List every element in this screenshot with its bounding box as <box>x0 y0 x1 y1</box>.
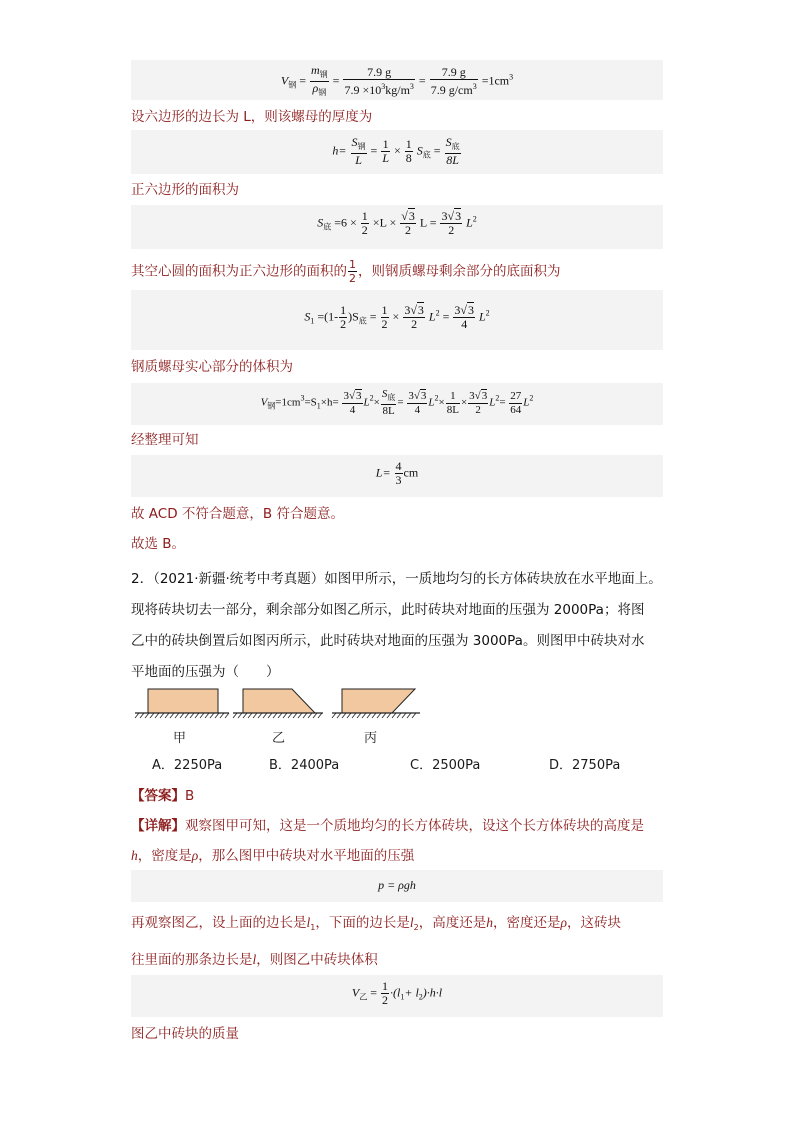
hatch-mark <box>273 713 277 718</box>
option-value: 2250Pa <box>173 758 223 773</box>
eq-symbol: S <box>445 135 452 149</box>
fraction <box>381 980 389 1007</box>
eq-den: 7.9 ×10 <box>344 83 382 97</box>
eq-op: =S <box>304 396 317 409</box>
math-symbol: l <box>409 915 414 930</box>
eq-radicand: 3 <box>420 389 427 402</box>
eq-symbol: L= <box>375 465 391 480</box>
hatch-mark <box>342 713 346 718</box>
eq-symbol: S <box>304 309 311 324</box>
answer-tag: 【答案】 <box>131 788 185 804</box>
hatch-mark <box>377 713 381 718</box>
eq-sup: 2 <box>472 214 477 224</box>
eq-body: ·(l <box>390 985 401 1000</box>
hatch-mark <box>318 713 322 718</box>
hatch-mark <box>407 713 411 718</box>
fraction: $\frac{3√3}{2}$ <box>441 209 462 237</box>
eq-num: 3 <box>404 303 411 317</box>
text-line: 图乙中砖块的质量 <box>131 1026 239 1042</box>
eq-sup: 3 <box>509 72 514 82</box>
math-symbol: h <box>486 915 493 930</box>
eq-num: 3 <box>441 209 448 223</box>
eq-num: 3 <box>343 389 349 402</box>
eq-radicand: 3 <box>481 389 488 402</box>
fraction <box>381 138 390 165</box>
hatch-mark <box>160 713 164 718</box>
eq-num: 7.9 g <box>430 66 478 80</box>
hatch-mark <box>308 713 312 718</box>
figure-jia <box>135 689 229 718</box>
math-symbol: ρ <box>191 848 199 863</box>
eq-sup: 3 <box>381 82 386 91</box>
brick-bing <box>342 689 415 713</box>
eq-op: = <box>442 309 450 324</box>
fraction <box>446 390 460 417</box>
eq-op: =6 × <box>334 215 357 230</box>
fraction <box>509 390 522 417</box>
detail-line <box>131 846 414 866</box>
option-letter: D． <box>549 758 573 773</box>
eq-den: 4 <box>461 317 468 331</box>
hatch-mark <box>135 713 139 718</box>
eq-symbol: S <box>317 215 324 230</box>
fraction: $\frac{3√3}{2}$ <box>404 303 424 331</box>
eq-symbol: S <box>381 388 388 400</box>
fraction: $\frac{3√3}{4}$ <box>454 303 474 331</box>
math-symbol: l <box>306 915 311 930</box>
eq-op: × <box>392 309 400 324</box>
figure-label-jia: 甲 <box>173 731 187 746</box>
fraction <box>430 66 478 97</box>
eq-sup: 3 <box>409 82 414 91</box>
text-line: 设六边形的边长为 L，则该螺母的厚度为 <box>131 109 373 125</box>
hatch-mark <box>150 713 154 718</box>
hatch-mark <box>190 713 194 718</box>
hatch-mark <box>175 713 179 718</box>
eq-den: 2 <box>475 403 481 416</box>
eq-sup: 3 <box>472 82 477 91</box>
equation-thickness: h= $\frac{S_钢}{L}$ = $\frac{1}{L}$ × $\frac{1}{8}$ $S_底$ = $\frac{S_底}{8L}$ <box>332 135 460 167</box>
eq-op: = <box>299 73 306 88</box>
text-segment: ，密度还是 <box>492 915 561 931</box>
ground-hatch <box>332 713 416 718</box>
eq-sub: 底 <box>323 222 332 232</box>
eq-den: 2 <box>411 317 418 331</box>
fraction: $\frac{3√3}{2}$ <box>469 389 488 416</box>
eq-sup: 2 <box>369 393 374 403</box>
hatch-mark <box>185 713 189 718</box>
hatch-mark <box>293 713 297 718</box>
equation-solid-volume: $V_钢=1cm^3=S_1\times h=$ $\frac{3√3}{4}$ $L^2\times$ $\frac{S_底}{8L}$ = $\frac{3√3}{4}$ $L^2\times$ $\frac{1}{8L}$ × $\frac{3√3}{2}$ $L^2=$ $\frac{27}{64}$ $L^2$ <box>260 388 534 417</box>
text-segment: 其空心圆的面积为正六边形的面积的 <box>131 263 347 280</box>
eq-op: × <box>394 143 401 158</box>
eq-num: 1 <box>381 303 388 317</box>
hatch-mark <box>215 713 219 718</box>
eq-den: 8L <box>446 153 459 167</box>
option-letter: A． <box>152 758 174 773</box>
eq-sub: 2 <box>418 992 423 1002</box>
fraction <box>310 64 329 99</box>
eq-sup: 2 <box>485 308 490 318</box>
eq-op: × <box>438 396 445 409</box>
question-line: 平地面的压强为（ ） <box>131 664 280 680</box>
hatch-mark <box>210 713 214 718</box>
eq-den: 2 <box>405 223 412 237</box>
text-segment: ，那么图甲中砖块对水平地面的压强 <box>198 848 415 864</box>
text-segment: ，这砖块 <box>566 915 621 931</box>
eq-sub: 1 <box>400 992 405 1002</box>
eq-den: 2 <box>349 272 356 285</box>
fraction <box>405 138 413 165</box>
text-segment: 观察图甲可知，这是一个质地均匀的长方体砖块，设这个长方体砖块的高度是 <box>185 818 644 834</box>
hatch-mark <box>367 713 371 718</box>
eq-num: 3 <box>469 389 475 402</box>
eq-op: = <box>369 309 377 324</box>
eq-radicand: 3 <box>356 389 362 402</box>
option-letter: B． <box>269 758 291 773</box>
fraction <box>348 258 357 285</box>
eq-op: ×h= <box>320 396 339 409</box>
hatch-mark <box>263 713 267 718</box>
text-line <box>131 950 378 970</box>
text-line <box>131 258 561 285</box>
eq-symbol: S <box>351 135 358 149</box>
eq-sub: 1 <box>310 316 315 326</box>
fraction <box>339 304 347 331</box>
equation-volume-yi <box>131 980 663 1007</box>
figure-label-bing: 丙 <box>364 731 378 746</box>
eq-den: 4 <box>414 403 421 416</box>
eq-num: 1 <box>446 390 460 404</box>
eq-op: ×L × <box>372 215 397 230</box>
hatch-mark <box>372 713 376 718</box>
eq-den: 4 <box>349 403 356 416</box>
eq-sub: 钢 <box>319 70 328 79</box>
ground-hatch <box>135 713 229 718</box>
hatch-mark <box>303 713 307 718</box>
eq-op: )S <box>348 309 359 324</box>
text-segment: ，密度是 <box>137 848 192 864</box>
eq-body: )·h·l <box>422 985 443 1000</box>
hatch-mark <box>140 713 144 718</box>
eq-den: 2 <box>448 223 455 237</box>
eq-symbol: L <box>355 153 362 167</box>
brick-jia <box>148 689 218 713</box>
eq-op: =(1- <box>317 309 339 324</box>
eq-den: 8L <box>382 405 395 417</box>
brick-figure <box>130 686 430 722</box>
hatch-mark <box>145 713 149 718</box>
fraction <box>395 460 403 487</box>
eq-den: 2 <box>361 223 368 237</box>
option-value: 2750Pa <box>572 758 621 773</box>
eq-den: 8L <box>446 403 459 416</box>
hatch-mark <box>412 713 416 718</box>
eq-op: × <box>373 396 380 409</box>
eq-radicand: 3 <box>467 303 474 317</box>
text-line: 钢质螺母实心部分的体积为 <box>131 359 293 375</box>
eq-sub: 底 <box>358 316 367 326</box>
figure-label-yi: 乙 <box>272 731 286 746</box>
equation-volume-steel: $V_钢$ = $\frac{m_钢}{\rho_钢}$ = $\frac{7.9 g}{7.9 \times 10^3kg/m^3}$ = $\frac{7.9 g}{7.9 g/cm^3}$ $=1cm^3$ <box>280 63 514 97</box>
eq-symbol: L <box>428 396 435 409</box>
eq-sub: 底 <box>422 150 431 160</box>
hatch-mark <box>220 713 224 718</box>
fraction <box>445 136 461 167</box>
hatch-mark <box>205 713 209 718</box>
detail-line <box>131 816 644 836</box>
eq-radicand: 3 <box>408 209 415 223</box>
hatch-mark <box>155 713 159 718</box>
hatch-mark <box>180 713 184 718</box>
hatch-mark <box>253 713 257 718</box>
eq-sub: 底 <box>451 142 460 151</box>
hatch-mark <box>258 713 262 718</box>
eq-sup: 2 <box>435 308 440 318</box>
hatch-mark <box>165 713 169 718</box>
figure-yi <box>233 689 323 718</box>
fraction: $\frac{3√3}{4}$ <box>343 389 362 416</box>
eq-num: 1 <box>361 209 368 223</box>
option-value: 2500Pa <box>432 758 481 773</box>
eq-sup: 2 <box>434 393 439 403</box>
equation-side-length <box>131 460 663 487</box>
option-b[interactable] <box>269 754 339 773</box>
figure-bing <box>332 689 420 718</box>
eq-symbol: h= <box>332 143 347 158</box>
hatch-mark <box>298 713 302 718</box>
hatch-mark <box>313 713 317 718</box>
eq-op: × <box>460 396 468 409</box>
equation-base-area <box>131 304 663 331</box>
eq-den: 7.9 g/cm <box>430 83 473 97</box>
eq-symbol: L <box>428 309 436 324</box>
hatch-mark <box>362 713 366 718</box>
math-sub: 1 <box>310 923 316 932</box>
eq-num: 1 <box>405 137 412 151</box>
hatch-mark <box>397 713 401 718</box>
eq-sub: 乙 <box>359 992 368 1002</box>
eq-sub: 钢 <box>288 80 297 90</box>
hatch-mark <box>195 713 199 718</box>
eq-symbol: ρ <box>312 81 319 95</box>
eq-symbol: L <box>478 309 486 324</box>
question-line: 乙中的砖块倒置后如图丙所示，此时砖块对地面的压强为 3000Pa。则图甲中砖块对水 <box>131 633 645 649</box>
eq-symbol: L <box>523 396 530 409</box>
eq-den: 2 <box>381 317 388 331</box>
eq-op: =1cm <box>275 396 301 409</box>
hatch-mark <box>283 713 287 718</box>
hatch-mark <box>268 713 272 718</box>
text-segment: 再观察图乙，设上面的边长是 <box>131 915 307 931</box>
text-line: 故选 B。 <box>131 536 186 552</box>
fraction <box>381 304 389 331</box>
eq-symbol: L <box>363 396 370 409</box>
eq-unit: kg/m <box>385 83 410 97</box>
brick-yi <box>243 689 315 713</box>
eq-num: 7.9 g <box>343 66 414 80</box>
eq-sub: 钢 <box>267 401 276 411</box>
text-line: 正六边形的面积为 <box>131 182 239 198</box>
hatch-mark <box>238 713 242 718</box>
fraction: $\frac{√3}{2}$ <box>401 209 415 237</box>
fraction <box>343 66 414 97</box>
text-line <box>131 913 621 938</box>
eq-body: + l <box>404 985 419 1000</box>
question-line: 现将砖块切去一部分，剩余部分如图乙所示，此时砖块对地面的压强为 2000Pa；将图 <box>131 602 645 618</box>
hatch-mark <box>387 713 391 718</box>
eq-num: 1 <box>382 979 388 993</box>
equation-hexagon-area <box>131 210 663 237</box>
text-segment: ，则钢质螺母剩余部分的底面积为 <box>358 263 561 280</box>
hatch-mark <box>347 713 351 718</box>
answer-value: B <box>185 788 195 804</box>
question-line: 2．（2021·新疆·统考中考真题）如图甲所示，一质地均匀的长方体砖块放在水平地面上。 <box>131 571 662 587</box>
hatch-mark <box>243 713 247 718</box>
eq-op: L = <box>419 215 437 230</box>
ground-hatch <box>233 713 322 718</box>
hatch-mark <box>332 713 336 718</box>
hatch-mark <box>337 713 341 718</box>
hatch-mark <box>392 713 396 718</box>
eq-symbol: L <box>466 215 473 230</box>
text-segment: ，高度还是 <box>418 915 487 931</box>
math-symbol: ρ <box>560 915 567 930</box>
eq-num: 27 <box>510 389 522 402</box>
hatch-mark <box>278 713 282 718</box>
eq-num: 1 <box>349 258 356 271</box>
eq-num: 1 <box>382 137 389 151</box>
eq-num: 3 <box>408 389 414 402</box>
hatch-mark <box>382 713 386 718</box>
fraction <box>361 210 369 237</box>
eq-sub: 钢 <box>318 88 327 97</box>
answer-line <box>131 786 194 806</box>
eq-unit: cm <box>403 465 419 480</box>
eq-radicand: 3 <box>455 209 462 223</box>
eq-num: 1 <box>340 303 347 317</box>
fraction <box>381 388 397 418</box>
hatch-mark <box>225 713 229 718</box>
hatch-mark <box>288 713 292 718</box>
eq-num: 4 <box>395 459 402 473</box>
option-value: 2400Pa <box>290 758 340 773</box>
hatch-mark <box>200 713 204 718</box>
text-line: 故 ACD 不符合题意，B 符合题意。 <box>131 506 344 522</box>
hatch-mark <box>170 713 174 718</box>
eq-sup: 2 <box>495 393 500 403</box>
eq-symbol: V <box>280 73 289 88</box>
eq-num: 3 <box>454 303 461 317</box>
eq-result: =1cm <box>481 73 510 88</box>
option-d[interactable] <box>549 754 620 773</box>
text-segment: ，则图乙中砖块体积 <box>256 952 378 968</box>
hatch-mark <box>248 713 252 718</box>
hatch-mark <box>352 713 356 718</box>
eq-symbol: V <box>260 396 268 409</box>
eq-den: 64 <box>510 403 522 416</box>
eq-sub: 底 <box>387 393 396 402</box>
detail-tag: 【详解】 <box>131 818 185 834</box>
text-segment: ，下面的边长是 <box>315 915 410 931</box>
equation-pressure: p = ρgh <box>378 878 416 892</box>
eq-symbol: V <box>351 985 360 1000</box>
hatch-mark <box>402 713 406 718</box>
eq-symbol: L <box>489 396 496 409</box>
eq-radicand: 3 <box>417 303 424 317</box>
eq-den: 8 <box>405 151 412 165</box>
option-a[interactable] <box>152 754 222 773</box>
option-letter: C． <box>410 758 433 773</box>
eq-den: 2 <box>382 993 388 1007</box>
math-symbol: l <box>252 952 257 967</box>
hatch-mark <box>357 713 361 718</box>
eq-op: = <box>370 985 377 1000</box>
eq-den: 3 <box>395 473 402 487</box>
eq-den: 2 <box>340 317 347 331</box>
text-segment: 往里面的那条边长是 <box>131 952 253 968</box>
text-line: 经整理可知 <box>131 432 199 448</box>
option-c[interactable] <box>410 754 480 773</box>
eq-symbol: m <box>311 63 320 77</box>
math-sub: 2 <box>413 923 419 932</box>
fraction: $\frac{3√3}{4}$ <box>408 389 427 416</box>
eq-sub: 钢 <box>357 142 366 151</box>
hatch-mark <box>233 713 237 718</box>
eq-symbol: L <box>382 151 389 165</box>
eq-sup: 2 <box>529 393 534 403</box>
eq-sub: 1 <box>316 401 321 411</box>
eq-sup: 3 <box>300 393 305 403</box>
math-symbol: h <box>131 848 138 863</box>
eq-symbol: S <box>416 143 423 158</box>
fraction <box>351 136 367 167</box>
